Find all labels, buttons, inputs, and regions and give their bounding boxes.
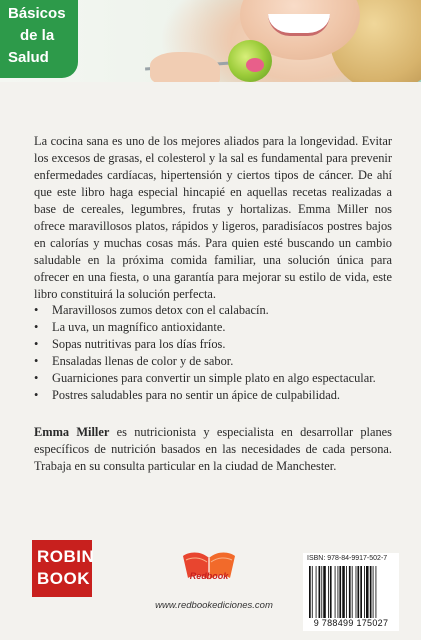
robinbook-logo-line1: ROBIN xyxy=(37,547,95,566)
list-item xyxy=(34,370,394,387)
list-item xyxy=(34,336,394,353)
series-title xyxy=(8,3,80,69)
photo-hand xyxy=(150,52,220,82)
redbook-book-icon xyxy=(180,548,238,590)
robinbook-logo xyxy=(32,540,95,597)
author-bio xyxy=(34,424,392,475)
photo-salad-detail xyxy=(246,58,264,72)
publisher-website: www.redbookediciones.com xyxy=(155,600,273,611)
author-name: Emma Miller xyxy=(34,425,110,439)
bullet-icon: • xyxy=(34,388,39,402)
list-item-text: Ensaladas llenas de color y de sabor. xyxy=(52,354,234,368)
barcode-icon xyxy=(308,566,396,618)
bullet-icon: • xyxy=(34,303,39,317)
list-item-text: Sopas nutritivas para los días fríos. xyxy=(52,337,226,351)
list-item-text: Postres saludables para no sentir un ápice de culpabilidad. xyxy=(52,388,340,402)
author-bio-text: es nutricionista y especialista en desarrollar planes específicos de nutrición basados en las necesidades de cada persona. Trabaja en su consulta particular en la ciudad de Manchester. xyxy=(34,425,392,473)
list-item xyxy=(34,387,394,404)
list-item xyxy=(34,302,394,319)
bullet-icon: • xyxy=(34,337,39,351)
list-item xyxy=(34,353,394,370)
list-item-text: Maravillosos zumos detox con el calabacín. xyxy=(52,303,269,317)
bullet-icon: • xyxy=(34,354,39,368)
bullet-icon: • xyxy=(34,320,39,334)
list-item xyxy=(34,319,394,336)
isbn-label: ISBN: 978-84-9917-502-7 xyxy=(307,555,388,562)
series-title-line2: de la xyxy=(20,27,55,44)
feature-list xyxy=(34,302,394,404)
series-title-line1: Básicos xyxy=(8,5,66,22)
intro-paragraph: La cocina sana es uno de los mejores aliados para la longevidad. Evitar los excesos de grasas, el colesterol y la sal es fundamental para prevenir enfermedades cardíacas, hipertensión y ciertos tipos de cáncer. De ahí que este libro haga especial hincapié en aquellas recetas realizadas a base de cereales, legumbres, frutas y hortalizas. Emma Miller nos ofrece maravillosos platos, rápidos y ligeros, paradisíacos postres bajos en calorías y muchas cosas más. Para quien esté buscando un cambio saludable en la próxima comida familiar, una solución única para ofrecer en una fiesta, o una garantía para mejorar su estilo de vida, este libro constituirá la solución perfecta. xyxy=(34,134,392,301)
list-item-text: Guarniciones para convertir un simple plato en algo espectacular. xyxy=(52,371,376,385)
barcode-digits: 9 788499 175027 xyxy=(313,618,389,628)
bullet-icon: • xyxy=(34,371,39,385)
series-title-line3: Salud xyxy=(8,49,49,66)
robinbook-logo-line2: BOOK xyxy=(37,569,90,588)
redbook-logo-text: Redbook xyxy=(189,571,229,581)
list-item-text: La uva, un magnífico antioxidante. xyxy=(52,320,226,334)
